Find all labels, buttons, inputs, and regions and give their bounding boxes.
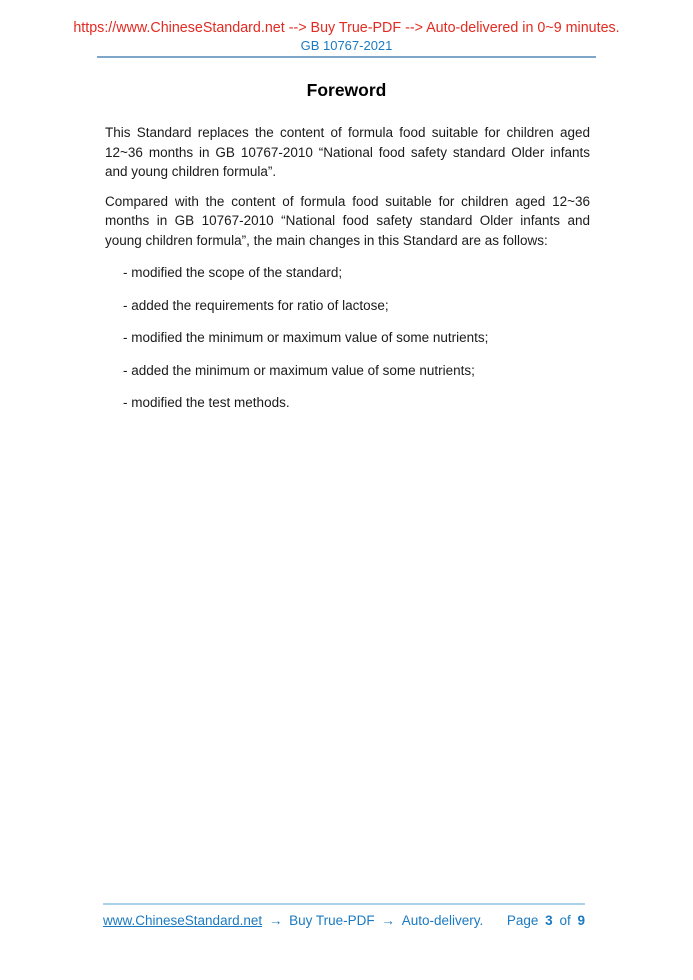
header-promo-link[interactable]: https://www.ChineseStandard.net --> Buy True-PDF --> Auto-delivered in 0~9 minutes. xyxy=(73,20,620,36)
footer-site-link[interactable]: www.ChineseStandard.net xyxy=(103,913,263,928)
change-item: - modified the minimum or maximum value of some nutrients; xyxy=(123,330,489,345)
header-doc-code: GB 10767-2021 xyxy=(300,38,393,53)
page-label: Page xyxy=(506,913,539,928)
changes-list xyxy=(105,263,590,413)
footer-delivery-label: Auto-delivery. xyxy=(401,913,484,928)
footer xyxy=(103,911,585,931)
change-item: - added the requirements for ratio of lactose; xyxy=(123,297,389,313)
page-of-label: of xyxy=(559,913,571,928)
page-indicator xyxy=(507,911,585,931)
change-item: - added the minimum or maximum value of some nutrients; xyxy=(123,362,475,378)
change-item: - modified the test methods. xyxy=(123,395,290,410)
page-total: 9 xyxy=(577,913,585,928)
document-body xyxy=(105,123,590,413)
arrow-right-icon: → xyxy=(268,913,283,928)
change-item: - modified the scope of the standard; xyxy=(123,265,343,280)
page-title: Foreword xyxy=(306,80,387,100)
footer-promo xyxy=(103,911,483,931)
footer-buy-label: Buy True-PDF xyxy=(289,913,375,928)
page-current: 3 xyxy=(545,913,553,928)
footer-rule xyxy=(103,903,585,905)
paragraph-compared: Compared with the content of formula food suitable for children aged 12~36 months in GB 10767-2010 “National food safety standard Older infants and young children formula”, the main changes in this Standard are as follows: xyxy=(105,193,590,248)
arrow-right-icon: → xyxy=(381,913,395,928)
paragraph-replaces: This Standard replaces the content of formula food suitable for children aged 12~36 months in GB 10767-2010 “National food safety standard Older infants and young children formula”. xyxy=(105,125,590,179)
header-rule xyxy=(97,56,596,58)
